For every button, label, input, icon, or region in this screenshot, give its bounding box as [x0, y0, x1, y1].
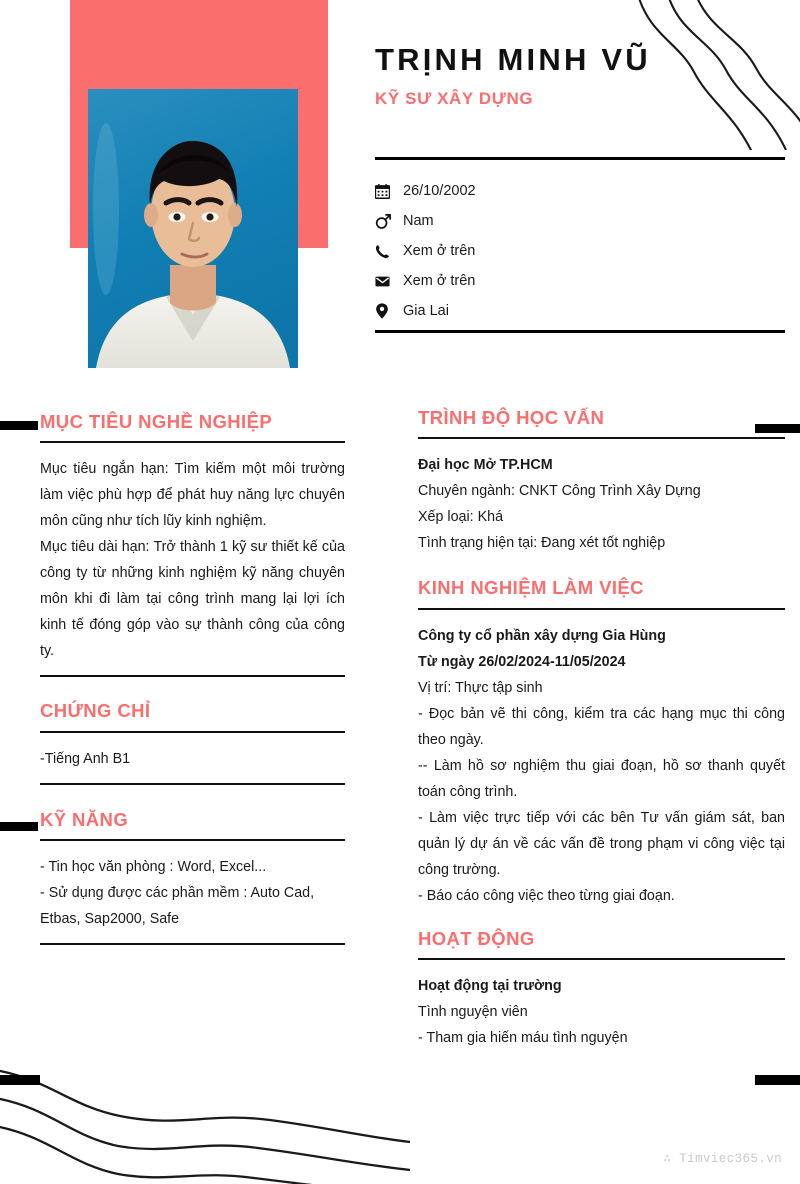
experience-period: Từ ngày 26/02/2024-11/05/2024: [418, 653, 626, 670]
divider-above-contact: [375, 157, 785, 160]
contact-value-phone: Xem ở trên: [403, 243, 476, 259]
contact-value-location: Gia Lai: [403, 303, 449, 319]
certificate-item: -Tiếng Anh B1: [40, 750, 131, 767]
divider-skills: [40, 839, 345, 841]
divider-certificates-bottom: [40, 783, 345, 785]
divider-skills-bottom: [40, 943, 345, 945]
experience-duty: - Báo cáo công việc theo từng giai đoạn.: [418, 887, 675, 904]
watermark: ∴ Timviec365.vn: [663, 1152, 782, 1166]
education-school: Đại học Mở TP.HCM: [418, 457, 553, 474]
divider-objective-bottom: [40, 675, 345, 677]
skill-item: - Tin học văn phòng : Word, Excel...: [40, 859, 267, 876]
contact-value-birthdate: 26/10/2002: [403, 183, 476, 199]
objective-short-term: Mục tiêu ngắn hạn: Tìm kiếm một môi trường làm việc phù hợp để phát huy năng lực chuyên môn cũng như tích lũy kinh nghiệm.: [40, 461, 345, 530]
contact-row-location: [375, 296, 785, 326]
calendar-icon: [375, 184, 399, 199]
section-certificates: [40, 701, 345, 784]
contact-value-gender: Nam: [403, 213, 434, 229]
contact-value-email: Xem ở trên: [403, 273, 476, 289]
phone-icon: [375, 244, 399, 259]
section-experience: [418, 578, 785, 908]
experience-duty: - Đọc bản vẽ thi công, kiểm tra các hạng mục thi công theo ngày.: [418, 705, 785, 748]
section-title-experience: KINH NGHIỆM LÀM VIỆC: [418, 577, 644, 599]
divider-objective: [40, 441, 345, 443]
section-activities: [418, 929, 785, 1051]
skill-item: - Sử dụng được các phần mềm : Auto Cad, Etbas, Sap2000, Safe: [40, 885, 315, 928]
section-title-education: TRÌNH ĐỘ HỌC VẤN: [418, 407, 605, 428]
experience-duty: -- Làm hồ sơ nghiệm thu giai đoạn, hồ sơ thanh quyết toán công trình.: [418, 757, 785, 800]
contact-row-birthdate: [375, 176, 785, 206]
contact-info-list: [375, 176, 785, 326]
section-title-skills: KỸ NĂNG: [40, 808, 129, 830]
activities-heading: Hoạt động tại trường: [418, 978, 562, 995]
candidate-photo: [88, 89, 298, 368]
divider-certificates: [40, 731, 345, 733]
gender-icon: [375, 213, 399, 230]
candidate-name: TRỊNH MINH VŨ: [375, 42, 651, 77]
experience-position: Vị trí: Thực tập sinh: [418, 679, 543, 696]
section-title-certificates: CHỨNG CHỈ: [40, 700, 151, 722]
contact-row-phone[interactable]: [375, 236, 785, 266]
section-marker-bar-skills: [0, 822, 38, 831]
divider-experience: [418, 608, 785, 610]
location-icon: [375, 303, 399, 319]
activities-line: Tình nguyện viên: [418, 1004, 528, 1021]
contact-row-email[interactable]: [375, 266, 785, 296]
contact-row-gender: [375, 206, 785, 236]
section-objective: [40, 412, 345, 677]
section-title-objective: MỤC TIÊU NGHỀ NGHIỆP: [40, 411, 273, 432]
experience-duty: - Làm việc trực tiếp với các bên Tư vấn giám sát, ban quản lý dự án về các vấn đề trong phạm vi công việc tại công trường.: [418, 809, 785, 878]
divider-below-contact: [375, 330, 785, 333]
divider-activities: [418, 958, 785, 960]
objective-long-term: Mục tiêu dài hạn: Trở thành 1 kỹ sư thiết kế của công ty từ những kinh nghiệm kỹ năng chuyên môn khi đi làm tại công trình mang lại lợi ích kinh tế đóng góp vào sự thành công của công ty.: [40, 539, 345, 660]
section-marker-bar-objective: [0, 421, 38, 430]
decorative-bar-bottom-right: [755, 1075, 800, 1085]
candidate-job-title: KỸ SƯ XÂY DỰNG: [375, 88, 534, 108]
divider-education: [418, 437, 785, 439]
experience-company: Công ty cổ phần xây dựng Gia Hùng: [418, 627, 666, 644]
activities-line: - Tham gia hiến máu tình nguyện: [418, 1030, 628, 1047]
education-major: Chuyên ngành: CNKT Công Trình Xây Dựng: [418, 483, 701, 500]
section-title-activities: HOẠT ĐỘNG: [418, 927, 535, 949]
education-status: Tình trạng hiện tại: Đang xét tốt nghiệp: [418, 535, 666, 552]
section-education: [418, 408, 785, 556]
decorative-bar-bottom-left: [0, 1075, 40, 1085]
decorative-curves-bottom-left: [0, 1054, 420, 1184]
email-icon: [375, 274, 399, 289]
section-skills: [40, 810, 345, 945]
education-grade: Xếp loại: Khá: [418, 509, 504, 526]
